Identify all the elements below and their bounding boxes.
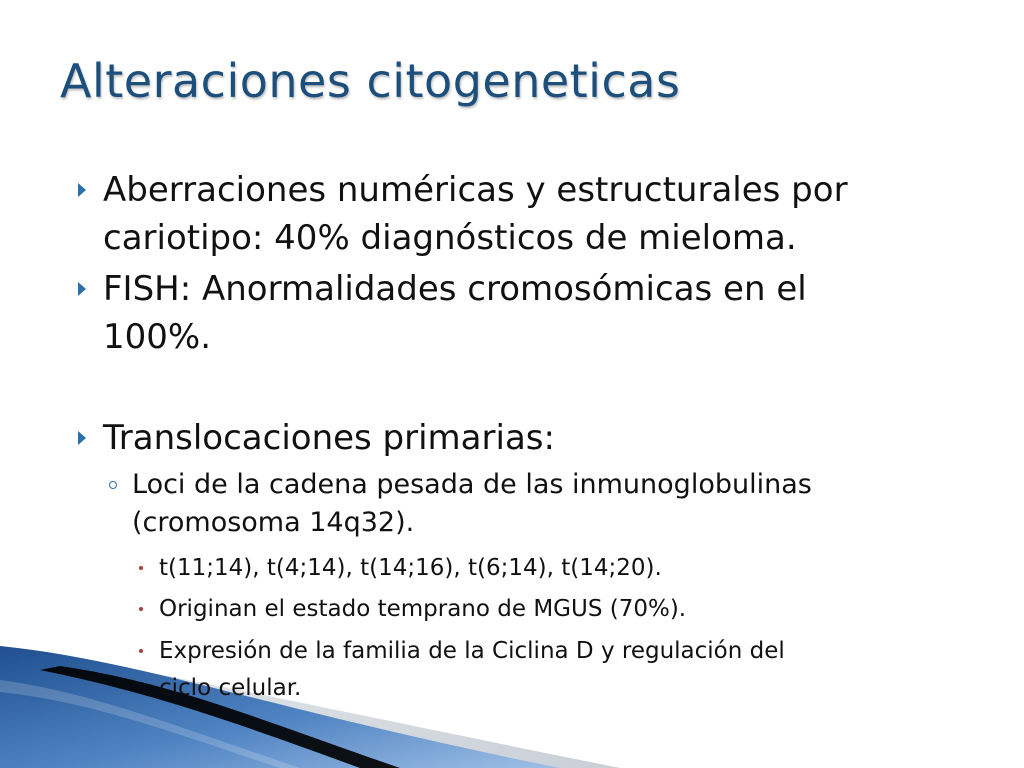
ring-bullet-icon	[109, 481, 117, 489]
dot-bullet-icon	[139, 607, 143, 611]
subsub-bullet-3-line-1: Expresión de la familia de la Ciclina D y regulación del	[159, 638, 785, 664]
slide-title: Alteraciones citogeneticas	[60, 54, 681, 108]
dot-bullet-icon	[139, 566, 143, 570]
subsub-bullet-3-line-2: ciclo celular.	[159, 675, 302, 701]
sub-bullet-1-line-2: (cromosoma 14q32).	[132, 507, 415, 538]
triangle-right-icon	[78, 183, 86, 197]
dot-bullet-icon	[139, 649, 143, 653]
triangle-right-icon	[78, 431, 86, 445]
bullet-2-line-1: FISH: Anormalidades cromosómicas en el	[103, 269, 807, 309]
bullet-2-line-2: 100%.	[103, 317, 212, 357]
bullet-1-line-1: Aberraciones numéricas y estructurales por	[103, 170, 848, 210]
sub-bullet-1-line-1: Loci de la cadena pesada de las inmunoglobulinas	[132, 469, 812, 500]
bullet-1-line-2: cariotipo: 40% diagnósticos de mieloma.	[103, 218, 797, 258]
bullet-3-line-1: Translocaciones primarias:	[103, 418, 555, 458]
subsub-bullet-2: Originan el estado temprano de MGUS (70%).	[159, 596, 687, 622]
triangle-right-icon	[78, 282, 86, 296]
subsub-bullet-1: t(11;14), t(4;14), t(14;16), t(6;14), t(14;20).	[159, 555, 662, 581]
